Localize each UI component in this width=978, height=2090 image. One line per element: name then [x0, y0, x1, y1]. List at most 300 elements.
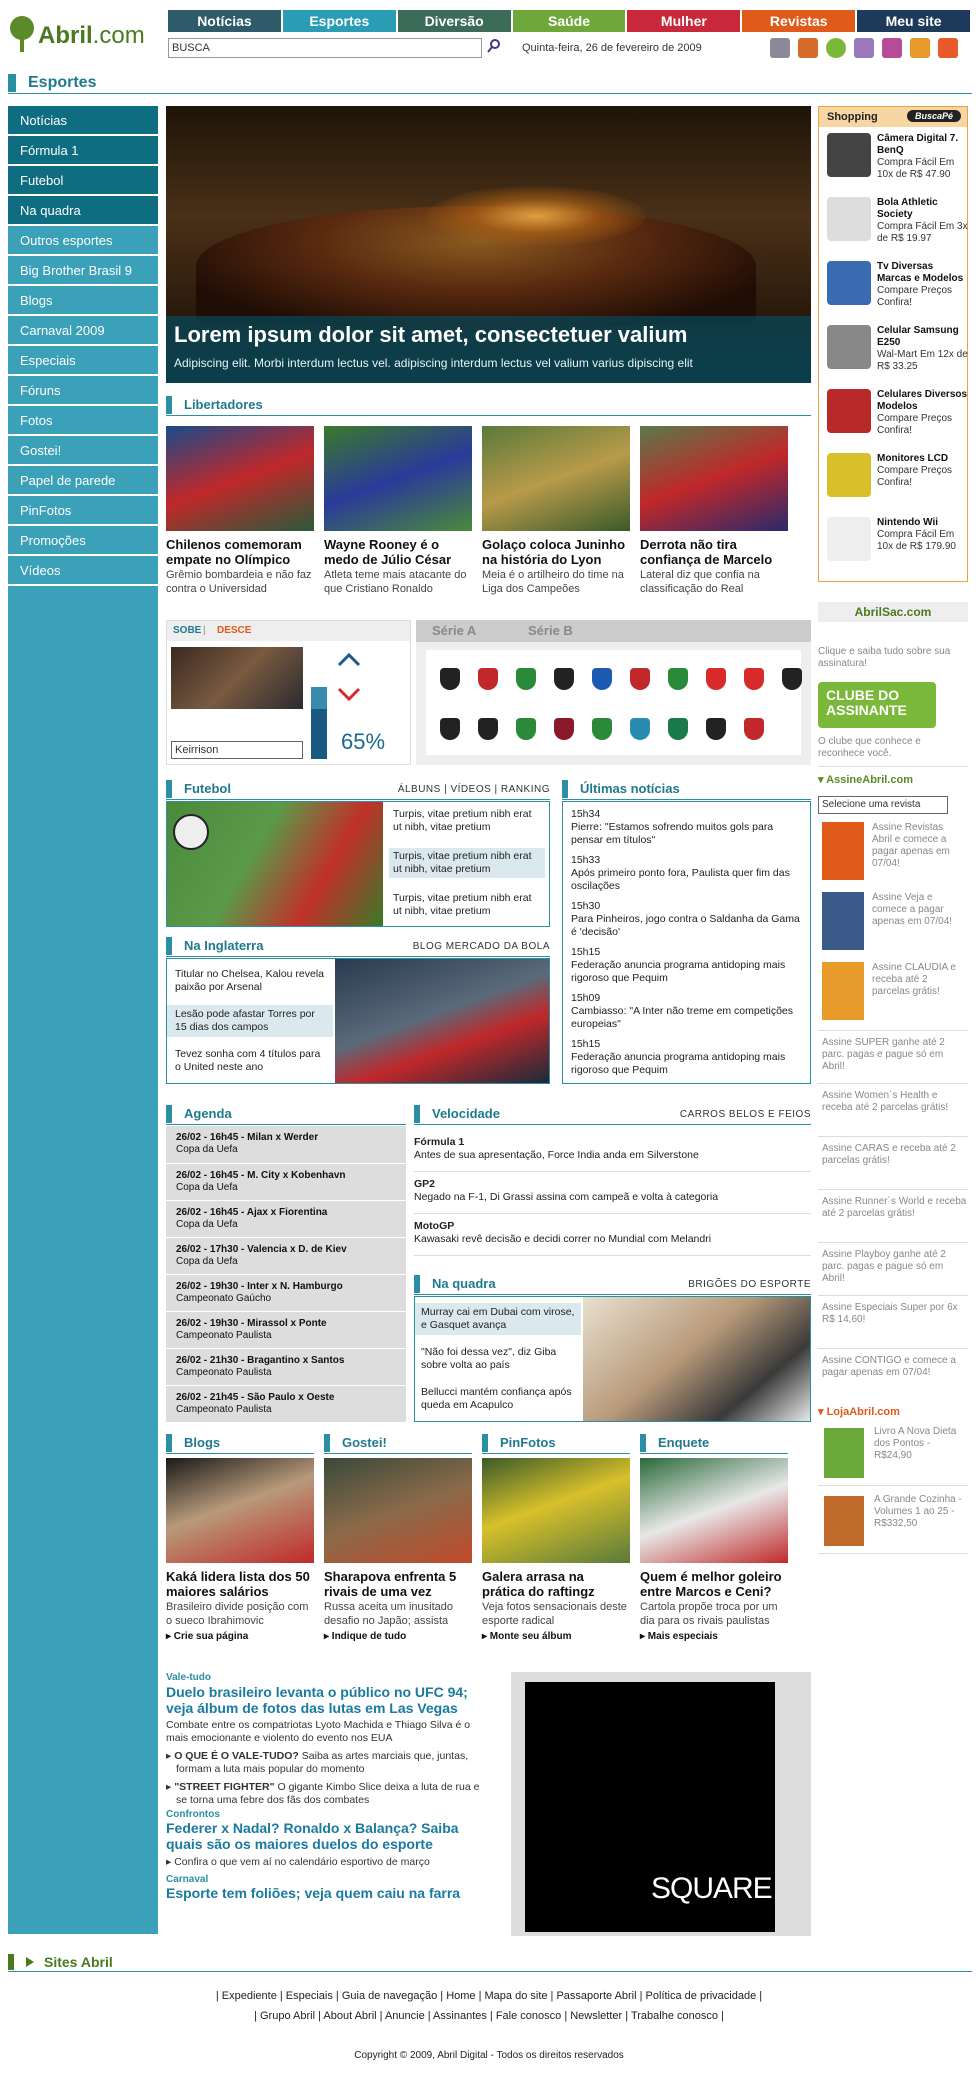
rail-offer[interactable]: Assine Women´s Health e receba até 2 parcelas grátis! [822, 1090, 949, 1113]
team-shield[interactable] [744, 668, 764, 690]
futebol-title[interactable]: Futebol [184, 781, 231, 796]
product-text [877, 453, 969, 489]
sidebar-item[interactable]: Big Brother Brasil 9 [8, 256, 158, 286]
chat-icon[interactable] [854, 38, 874, 58]
bottom-card[interactable] [166, 1458, 314, 1642]
team-shield[interactable] [516, 718, 536, 740]
bottom-card-title[interactable]: Blogs [184, 1435, 221, 1450]
vale-bullet-2-key: "STREET FIGHTER" [174, 1781, 275, 1793]
nav-2[interactable]: Diversão [398, 10, 511, 32]
rail-separator [818, 1242, 968, 1243]
product-thumb[interactable] [827, 389, 871, 433]
bottom-card-marker [324, 1434, 330, 1452]
search-input[interactable]: BUSCA [168, 38, 482, 58]
bookmark-icon[interactable] [798, 38, 818, 58]
quadra-item[interactable]: "Não foi dessa vez", diz Giba sobre volta ao país [421, 1346, 557, 1371]
sidebar-item[interactable]: Fóruns [8, 376, 158, 406]
news-item[interactable] [571, 992, 803, 1031]
agenda-match[interactable]: 26/02 - 16h45 - M. City x Kobenhavn [176, 1170, 346, 1181]
product-name[interactable]: Câmera Digital 7. BenQ [877, 133, 959, 156]
rail-separator [818, 1136, 968, 1137]
assine-logo[interactable]: ▾ AssineAbril.com [818, 774, 913, 786]
hero-glow [426, 186, 646, 246]
nav-6[interactable]: Meu site [857, 10, 970, 32]
agenda-row[interactable] [166, 1126, 406, 1162]
inglaterra-box [166, 958, 550, 1084]
top-navigation [168, 10, 972, 32]
team-shield[interactable] [668, 668, 688, 690]
bottom-card-photo[interactable] [166, 1458, 314, 1563]
team-shield[interactable] [554, 718, 574, 740]
news-text[interactable]: Federação anuncia programa antidoping mais rigoroso que Pequim [571, 959, 786, 984]
product-name[interactable]: Monitores LCD [877, 453, 949, 464]
team-shield[interactable] [744, 718, 764, 740]
news-item[interactable] [571, 854, 803, 893]
section-marker [8, 74, 16, 92]
agenda-row[interactable] [166, 1237, 406, 1273]
card-headline[interactable]: Golaço coloca Juninho na história do Lyon [482, 537, 626, 567]
agenda-competition: Campeonato Gaúcho [176, 1293, 272, 1304]
carnaval-kicker: Carnaval [166, 1874, 209, 1885]
abril-logo[interactable] [8, 10, 168, 60]
copyright: Copyright © 2009, Abril Digital - Todos os direitos reservados [354, 2050, 624, 2061]
vale-kicker: Vale-tudo [166, 1672, 212, 1683]
ultimas-box [562, 801, 811, 1084]
book-item[interactable] [818, 1426, 968, 1486]
sidebar-item[interactable]: Notícias [8, 106, 158, 136]
nav-3[interactable]: Saúde [513, 10, 626, 32]
ultimas-header [562, 778, 811, 800]
velocidade-text[interactable]: Antes de sua apresentação, Force India anda em Silverstone [414, 1149, 699, 1161]
product-name[interactable]: Celular Samsung E250 [877, 325, 959, 348]
news-item[interactable] [571, 808, 803, 847]
sidebar-item[interactable]: PinFotos [8, 496, 158, 526]
velocidade-category[interactable]: MotoGP [414, 1220, 455, 1232]
card-headline[interactable]: Wayne Rooney é o medo de Júlio César [324, 537, 452, 567]
agenda-match[interactable]: 26/02 - 21h30 - Bragantino x Santos [176, 1355, 345, 1366]
vote-meter-fill [311, 709, 327, 759]
bottom-card-summary: Veja fotos sensacionais deste esporte radical [482, 1601, 627, 1627]
velocidade-title[interactable]: Velocidade [432, 1106, 500, 1121]
news-time: 15h30 [571, 900, 601, 912]
logo-suffix: .com [92, 22, 145, 49]
news-text[interactable]: Pierre: "Estamos sofrendo muitos gols para pensar em títulos" [571, 821, 774, 846]
footer-links-2[interactable]: | Grupo Abril | About Abril | Anuncie | Assinantes | Fale conosco | Newsletter | Trabalhe conosco | [254, 2010, 724, 2022]
nav-4[interactable]: Mulher [627, 10, 740, 32]
mail-icon[interactable] [910, 38, 930, 58]
inglaterra-header [166, 935, 550, 957]
quadra-box [414, 1296, 811, 1422]
hero-title[interactable]: Lorem ipsum dolor sit amet, consectetuer valium [174, 322, 688, 347]
futebol-header [166, 778, 550, 800]
card-photo[interactable] [324, 426, 472, 531]
futebol-item[interactable]: Turpis, vitae pretium nibh erat ut nibh, vitae pretium [393, 892, 532, 917]
agenda-row[interactable] [166, 1200, 406, 1236]
book-cover[interactable] [824, 1428, 864, 1478]
inglaterra-photo[interactable] [335, 959, 549, 1083]
tab-serie-b[interactable]: Série B [528, 623, 573, 638]
assine-logo-text: AssineAbril.com [826, 774, 913, 786]
quadra-title[interactable]: Na quadra [432, 1276, 496, 1291]
magazine-offer-text[interactable]: Assine CLAUDIA e receba até 2 parcelas grátis! [872, 962, 956, 997]
card-photo[interactable] [166, 426, 314, 531]
magazine-cover[interactable] [822, 892, 864, 950]
news-time: 15h15 [571, 1038, 601, 1050]
velocidade-link[interactable]: CARROS BELOS E FEIOS [679, 1109, 811, 1120]
news-text[interactable]: Para Pinheiros, jogo contra o Saldanha da Gama é 'decisão' [571, 913, 800, 938]
arrow-down-icon[interactable] [337, 687, 361, 703]
bottom-card-title[interactable]: Gostei! [342, 1435, 387, 1450]
futebol-links[interactable]: ÁLBUNS | VÍDEOS | RANKING [397, 784, 550, 795]
inglaterra-link[interactable]: BLOG MERCADO DA BOLA [412, 941, 550, 952]
quadra-item[interactable]: Murray cai em Dubai com virose, e Gasquet avança [415, 1303, 581, 1335]
rail-offer[interactable]: Assine SUPER ganhe até 2 parc. pagas e pague só em Abril! [822, 1037, 945, 1072]
team-shield[interactable] [782, 668, 802, 690]
confrontos-bullet[interactable]: ▸ Confira o que vem aí no calendário esportivo de março [166, 1856, 430, 1868]
card-summary: Lateral diz que confia na classificação do Real [640, 569, 760, 595]
vale-headline[interactable]: Duelo brasileiro levanta o público no UFC 94; veja álbum de fotos das lutas em Las Vegas [166, 1684, 468, 1716]
team-shield[interactable] [440, 668, 460, 690]
futebol-marker [166, 780, 172, 798]
agenda-box [166, 1126, 406, 1422]
product-price: Compare Preços Confira! [877, 413, 953, 436]
product-price: Compra Fácil Em 3x de R$ 19.97 [877, 221, 968, 244]
tab-separator: | [203, 625, 206, 636]
player-select[interactable]: Keirrison [171, 741, 303, 759]
sidebar-item[interactable]: Papel de parede [8, 466, 158, 496]
revista-select[interactable]: Selecione uma revista [818, 796, 948, 814]
velocidade-item[interactable] [414, 1176, 811, 1214]
bottom-card-title[interactable]: Enquete [658, 1435, 710, 1450]
product-name[interactable]: Celulares Diversos Modelos [877, 389, 968, 412]
sidebar-item[interactable]: Vídeos [8, 556, 158, 586]
team-shield[interactable] [516, 668, 536, 690]
velocidade-marker [414, 1105, 420, 1123]
book-text[interactable]: Livro A Nova Dieta dos Pontos - R$24,90 [874, 1426, 957, 1461]
serie-widget [416, 620, 811, 765]
rail-separator [818, 766, 968, 767]
agenda-row[interactable] [166, 1274, 406, 1310]
rail-offer[interactable]: Assine Runner´s World e receba até 2 parcelas grátis! [822, 1196, 967, 1219]
agenda-match[interactable]: 26/02 - 16h45 - Milan x Werder [176, 1132, 319, 1143]
product-text [877, 389, 969, 437]
carnaval-headline[interactable]: Esporte tem foliões; veja quem caiu na farra [166, 1885, 461, 1901]
futebol-item[interactable]: Turpis, vitae pretium nibh erat ut nibh, vitae pretium [393, 808, 532, 833]
agenda-competition: Campeonato Paulista [176, 1367, 272, 1378]
quadra-link[interactable]: BRIGÕES DO ESPORTE [688, 1279, 811, 1290]
sidebar-nav [8, 106, 158, 1934]
agenda-match[interactable]: 26/02 - 19h30 - Mirassol x Ponte [176, 1318, 327, 1329]
team-shield[interactable] [478, 718, 498, 740]
agenda-match[interactable]: 26/02 - 19h30 - Inter x N. Hamburgo [176, 1281, 343, 1292]
sac-text[interactable]: Clique e saiba tudo sobre sua assinatura! [818, 646, 951, 669]
magazine-cover[interactable] [822, 822, 864, 880]
product-thumb[interactable] [827, 517, 871, 561]
vale-summary: Combate entre os compatriotas Lyoto Machida e Thiago Silva é o mais emocionante e violento do evento nos EUA [166, 1719, 471, 1744]
agenda-marker [166, 1105, 172, 1123]
team-shield[interactable] [592, 718, 612, 740]
bottom-card[interactable] [482, 1458, 630, 1642]
bottom-card-link[interactable]: ▸ Monte seu álbum [482, 1631, 572, 1642]
shopping-box [818, 106, 968, 582]
team-shield[interactable] [668, 718, 688, 740]
inglaterra-marker [166, 937, 172, 955]
agenda-match[interactable]: 26/02 - 16h45 - Ajax x Fiorentina [176, 1207, 328, 1218]
velocidade-category[interactable]: GP2 [414, 1178, 436, 1190]
arrow-right-icon[interactable] [26, 1957, 34, 1967]
libertadores-title[interactable]: Libertadores [184, 397, 263, 412]
rail-separator [818, 1189, 968, 1190]
agenda-competition: Campeonato Paulista [176, 1330, 272, 1341]
bottom-card-photo[interactable] [640, 1458, 788, 1563]
news-item[interactable] [571, 900, 803, 939]
rail-offer[interactable]: Assine Especiais Super por 6x R$ 14,60! [822, 1302, 958, 1325]
product-text [877, 133, 969, 181]
team-shield[interactable] [554, 668, 574, 690]
product-text [877, 197, 969, 245]
velocidade-category[interactable]: Fórmula 1 [414, 1136, 465, 1148]
contacts-icon[interactable] [770, 38, 790, 58]
vale-bullet-2-text: O gigante Kimbo Slice deixa a luta de rua e se torna uma febre dos fãs dos combates [176, 1781, 480, 1806]
velocidade-text[interactable]: Kawasaki revê decisão e decidi correr no Mundial com Melandri [414, 1233, 712, 1245]
velocidade-item[interactable] [414, 1134, 811, 1172]
sidebar-item[interactable]: Blogs [8, 286, 158, 316]
product-thumb[interactable] [827, 133, 871, 177]
page-title: Esportes [28, 74, 97, 91]
sidebar-item[interactable]: Futebol [8, 166, 158, 196]
bottom-card-link[interactable]: ▸ Mais especiais [640, 1631, 718, 1642]
square-ad-frame [511, 1672, 811, 1936]
sidebar-item[interactable]: Na quadra [8, 196, 158, 226]
bottom-card-header [324, 1432, 472, 1454]
bottom-card[interactable] [324, 1458, 472, 1642]
velocidade-item[interactable] [414, 1218, 811, 1256]
bottom-card-headline[interactable]: Sharapova enfrenta 5 rivais de uma vez [324, 1569, 457, 1599]
vale-bullet-1[interactable]: ▸ O QUE É O VALE-TUDO? Saiba as artes marciais que, juntas, formam a luta mais popular do momento [166, 1750, 469, 1775]
team-shield[interactable] [706, 668, 726, 690]
magazine-offer[interactable] [818, 892, 968, 954]
bottom-card-header [166, 1432, 314, 1454]
bottom-card-marker [166, 1434, 172, 1452]
velocidade-header [414, 1103, 811, 1125]
bottom-card-marker [640, 1434, 646, 1452]
vote-percent: 65% [341, 729, 386, 754]
book-item[interactable] [818, 1494, 968, 1554]
team-shield[interactable] [440, 718, 460, 740]
inglaterra-item[interactable]: Titular no Chelsea, Kalou revela paixão por Arsenal [175, 968, 325, 993]
confrontos-headline[interactable]: Federer x Nadal? Ronaldo x Balança? Saiba quais são os maiores duelos do esporte [166, 1820, 459, 1852]
tab-serie-a[interactable]: Série A [432, 623, 477, 638]
bottom-card-header [640, 1432, 788, 1454]
section-header [8, 72, 972, 94]
product-name[interactable]: Nintendo Wii [877, 517, 939, 528]
sidebar-item[interactable]: Outros esportes [8, 226, 158, 256]
news-item[interactable] [571, 1038, 803, 1077]
libertadores-card[interactable] [166, 426, 314, 596]
team-shield[interactable] [630, 718, 650, 740]
bottom-card-headline[interactable]: Galera arrasa na prática do raftingz [482, 1569, 595, 1599]
product-thumb[interactable] [827, 197, 871, 241]
mobile-icon[interactable] [826, 38, 846, 58]
magazine-offer[interactable] [818, 822, 968, 884]
rail-offer[interactable]: Assine CONTIGO e comece a pagar apenas em 07/04! [822, 1355, 956, 1378]
vale-bullet-1-key: O QUE É O VALE-TUDO? [174, 1750, 299, 1762]
sobe-desce-widget [166, 620, 411, 765]
news-time: 15h33 [571, 854, 601, 866]
rail-separator [818, 1295, 968, 1296]
inglaterra-item[interactable]: Tevez sonha com 4 títulos para o United neste ano [175, 1048, 321, 1073]
card-headline[interactable]: Chilenos comemoram empate no Olímpico [166, 537, 302, 567]
product-name[interactable]: Bola Athletic Society [877, 197, 938, 220]
bottom-card-marker [482, 1434, 488, 1452]
hero-banner[interactable] [166, 106, 811, 383]
magazine-cover[interactable] [822, 962, 864, 1020]
bottom-card-summary: Brasileiro divide posição com o sueco Ibrahimovic [166, 1601, 309, 1627]
card-summary: Meia é o artilheiro do time na Liga dos Campeões [482, 569, 624, 595]
agenda-match[interactable]: 26/02 - 17h30 - Valencia x D. de Kiev [176, 1244, 347, 1255]
product-price: Wal-Mart Em 12x de R$ 33.25 [877, 349, 968, 372]
buscape-logo[interactable]: BuscaPé [907, 110, 961, 122]
quadra-photo[interactable] [583, 1297, 810, 1421]
rail-separator [818, 1348, 968, 1349]
news-text[interactable]: Federação anuncia programa antidoping mais rigoroso que Pequim [571, 1051, 786, 1076]
agenda-row[interactable] [166, 1163, 406, 1199]
magazine-offer-text[interactable]: Assine Revistas Abril e comece a pagar apenas em 07/04! [872, 822, 950, 869]
bottom-card-header [482, 1432, 630, 1454]
card-summary: Grêmio bombardeia e não faz contra o Universidad [166, 569, 312, 595]
inglaterra-item[interactable]: Lesão pode afastar Torres por 15 dias dos campos [167, 1005, 333, 1037]
libertadores-card[interactable] [324, 426, 472, 596]
rail-books [818, 1426, 968, 1554]
product-thumb[interactable] [827, 325, 871, 369]
magazine-offer-text[interactable]: Assine Veja e comece a pagar apenas em 07/04! [872, 892, 953, 927]
vale-tudo-block [166, 1672, 486, 1901]
news-time: 15h09 [571, 992, 601, 1004]
agenda-competition: Campeonato Paulista [176, 1404, 272, 1415]
news-item[interactable] [571, 946, 803, 985]
libertadores-card[interactable] [482, 426, 630, 596]
quadra-item[interactable]: Bellucci mantém confiança após queda em Acapulco [421, 1386, 572, 1411]
shopping-header [819, 107, 967, 127]
nav-5[interactable]: Revistas [742, 10, 855, 32]
product-text [877, 517, 969, 553]
clube-assinante-banner[interactable]: CLUBE DO ASSINANTE [818, 682, 936, 728]
nav-1[interactable]: Esportes [283, 10, 396, 32]
product-name[interactable]: Tv Diversas Marcas e Modelos [877, 261, 964, 284]
clube-text: O clube que conhece e reconhece você. [818, 736, 921, 759]
rail-offer[interactable]: Assine Playboy ganhe até 2 parc. pagas e pague só em Abril! [822, 1249, 946, 1284]
agenda-match[interactable]: 26/02 - 21h45 - São Paulo x Oeste [176, 1392, 335, 1403]
agenda-row[interactable] [166, 1348, 406, 1384]
right-rail [818, 602, 968, 1554]
shopping-title: Shopping [827, 111, 878, 123]
card-summary: Atleta teme mais atacante do que Cristiano Ronaldo [324, 569, 467, 595]
libertadores-card[interactable] [640, 426, 788, 596]
velocidade-text[interactable]: Negado na F-1, Di Grassi assina com campeã e volta à categoria [414, 1191, 719, 1203]
product-thumb[interactable] [827, 261, 871, 305]
bottom-card-link[interactable]: ▸ Indique de tudo [324, 1631, 407, 1642]
quadra-marker [414, 1275, 420, 1293]
loja-logo[interactable]: ▾ LojaAbril.com [818, 1406, 900, 1418]
team-shield[interactable] [630, 668, 650, 690]
bottom-card[interactable] [640, 1458, 788, 1642]
search-icon[interactable] [486, 38, 502, 54]
rail-separator [818, 1030, 968, 1031]
team-shield[interactable] [478, 668, 498, 690]
product-price: Compra Fácil Em 10x de R$ 179.90 [877, 529, 956, 552]
sites-abril-header [8, 1952, 972, 1972]
card-photo[interactable] [640, 426, 788, 531]
agenda-row[interactable] [166, 1311, 406, 1347]
print-icon[interactable] [882, 38, 902, 58]
bottom-card-summary: Cartola propõe troca por um dia para os rivais paulistas [640, 1601, 778, 1627]
sidebar-item[interactable]: Especiais [8, 346, 158, 376]
logo-text: Abril [38, 22, 93, 49]
product-text [877, 325, 969, 373]
agenda-header [166, 1103, 406, 1125]
team-shield[interactable] [706, 718, 726, 740]
vale-bullet-1-text: Saiba as artes marciais que, juntas, formam a luta mais popular do momento [176, 1750, 469, 1775]
news-text[interactable]: Após primeiro ponto fora, Paulista quer fim das oscilações [571, 867, 790, 892]
card-photo[interactable] [482, 426, 630, 531]
sidebar-item[interactable]: Fotos [8, 406, 158, 436]
agenda-title[interactable]: Agenda [184, 1106, 232, 1121]
bottom-card-link[interactable]: ▸ Crie sua página [166, 1631, 249, 1642]
sites-marker [8, 1954, 14, 1970]
agenda-competition: Copa da Uefa [176, 1144, 238, 1155]
nav-0[interactable]: Notícias [168, 10, 281, 32]
team-shields [426, 650, 801, 755]
bottom-card-title[interactable]: PinFotos [500, 1435, 556, 1450]
product-price: Compra Fácil Em 10x de R$ 47.90 [877, 157, 955, 180]
tree-icon [8, 14, 36, 54]
abrilsac-logo[interactable]: AbrilSac.com [818, 602, 968, 622]
bottom-card-headline[interactable]: Quem é melhor goleiro entre Marcos e Ceni? [640, 1569, 782, 1599]
magazine-offer[interactable] [818, 962, 968, 1024]
quadra-header [414, 1273, 811, 1295]
rail-offer[interactable]: Assine CARAS e receba até 2 parcelas grátis! [822, 1143, 956, 1166]
ultimas-title[interactable]: Últimas notícias [580, 781, 680, 796]
tab-desce[interactable]: DESCE [217, 625, 252, 636]
sidebar-item[interactable]: Carnaval 2009 [8, 316, 158, 346]
futebol-item[interactable]: Turpis, vitae pretium nibh erat ut nibh, vitae pretium [389, 848, 545, 878]
product-thumb[interactable] [827, 453, 871, 497]
footer-links-1[interactable]: | Expediente | Especiais | Guia de navegação | Home | Mapa do site | Passaporte Abril | Política de privacidade | [215, 1990, 763, 2002]
arrow-up-icon[interactable] [337, 651, 361, 667]
sidebar-item[interactable]: Promoções [8, 526, 158, 556]
tab-sobe[interactable]: SOBE [173, 625, 202, 636]
home-icon[interactable] [938, 38, 958, 58]
news-time: 15h15 [571, 946, 601, 958]
product-price: Compare Preços Confira! [877, 285, 953, 308]
book-cover[interactable] [824, 1496, 864, 1546]
bottom-card-photo[interactable] [482, 1458, 630, 1563]
bottom-card-photo[interactable] [324, 1458, 472, 1563]
news-text[interactable]: Cambiasso: "A Inter não treme em competições europeias" [571, 1005, 793, 1030]
rail-list [818, 1030, 968, 1395]
sites-abril-title[interactable]: Sites Abril [44, 1954, 113, 1970]
sidebar-item[interactable]: Fórmula 1 [8, 136, 158, 166]
sidebar-item[interactable]: Gostei! [8, 436, 158, 466]
bottom-card-headline[interactable]: Kaká lidera lista dos 50 maiores salários [166, 1569, 310, 1599]
team-shield[interactable] [592, 668, 612, 690]
vale-bullet-2[interactable]: ▸ "STREET FIGHTER" O gigante Kimbo Slice deixa a luta de rua e se torna uma febre dos fãs dos combates [166, 1781, 480, 1806]
book-text[interactable]: A Grande Cozinha - Volumes 1 ao 25 - R$332,50 [874, 1494, 962, 1529]
agenda-row[interactable] [166, 1385, 406, 1421]
libertadores-marker [166, 396, 172, 414]
card-headline[interactable]: Derrota não tira confiança de Marcelo [640, 537, 773, 567]
inglaterra-title[interactable]: Na Inglaterra [184, 938, 264, 953]
